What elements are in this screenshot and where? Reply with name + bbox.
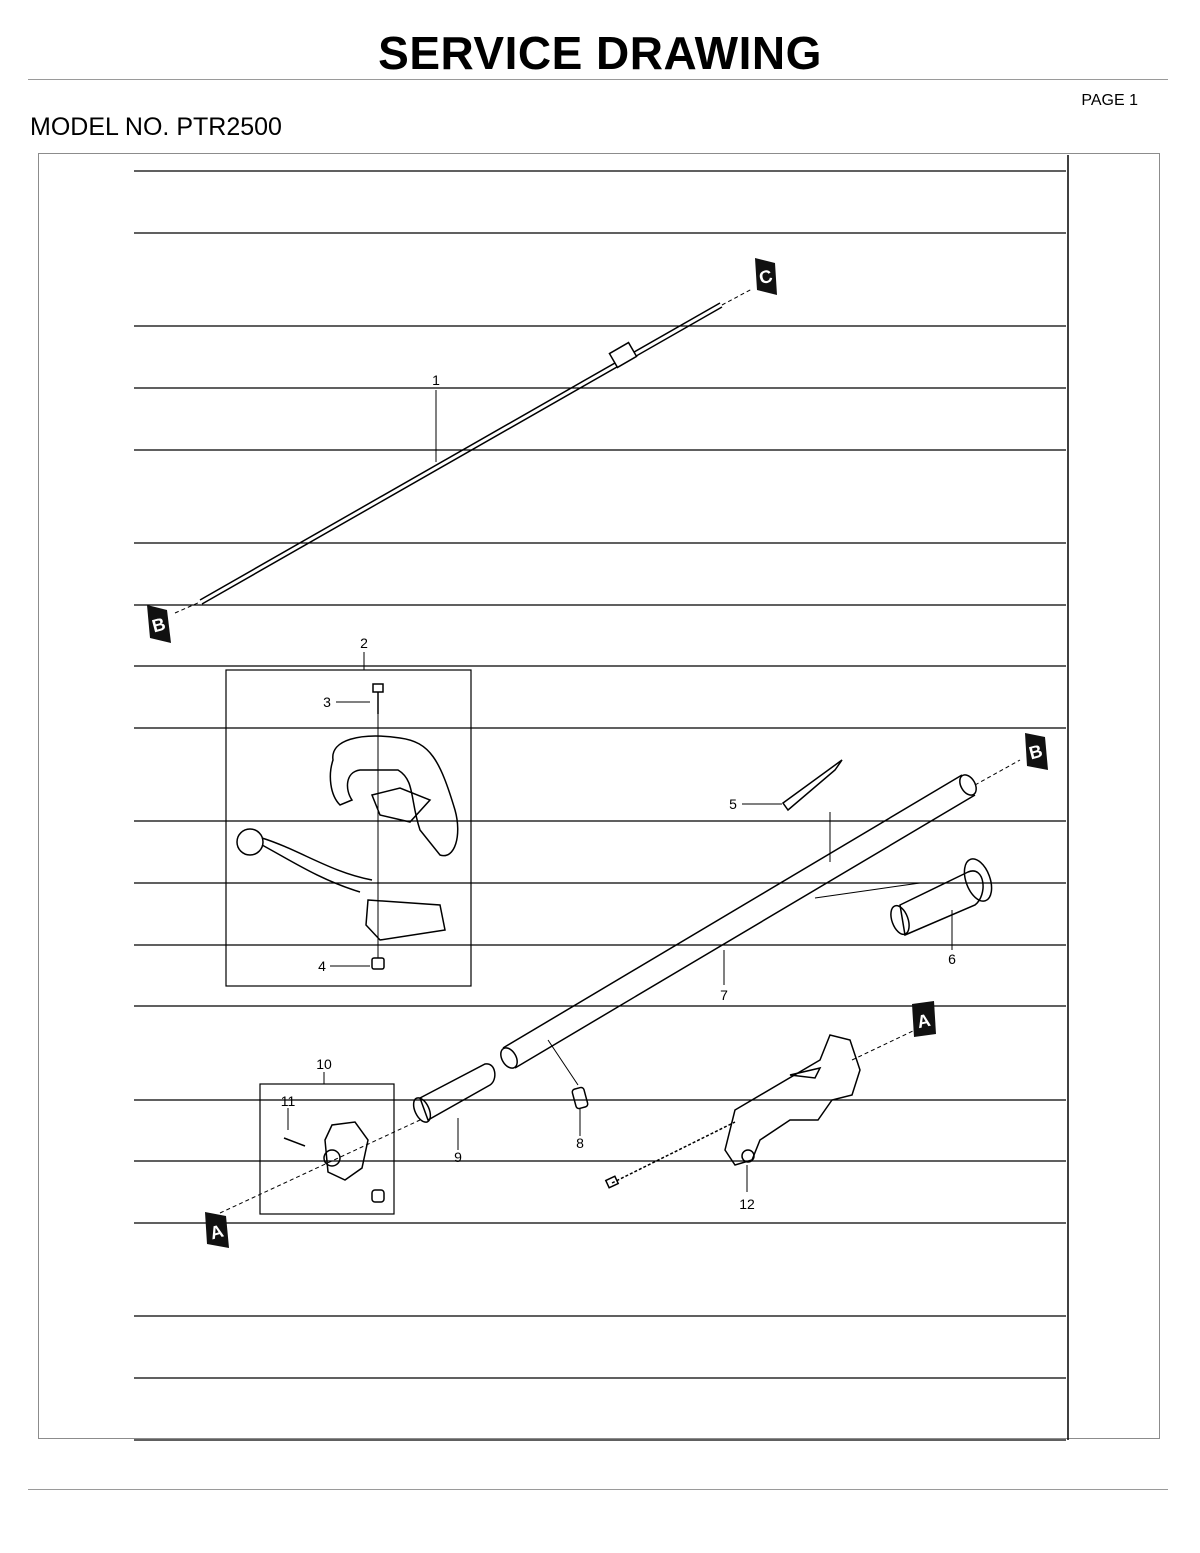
engine-housing [606, 1030, 915, 1192]
connector-label: B [149, 613, 168, 637]
model-number: MODEL NO. PTR2500 [30, 113, 282, 141]
callout-4: 4 [318, 958, 326, 974]
connector-tag-a-left [205, 1212, 229, 1248]
connector-tag-a-right [912, 1001, 936, 1037]
main-tube [497, 760, 1020, 1071]
handle-assembly [226, 652, 471, 986]
callout-2: 2 [360, 635, 368, 651]
page-number: PAGE 1 [1081, 92, 1138, 109]
connector-tag-c [755, 258, 777, 295]
callout-5: 5 [729, 796, 737, 812]
callout-1: 1 [432, 372, 440, 388]
shaft-coupler-box [220, 1072, 420, 1214]
connector-label: A [207, 1220, 226, 1244]
callout-9: 9 [454, 1149, 462, 1165]
callout-12: 12 [739, 1196, 755, 1212]
ruled-lines [134, 155, 1068, 1440]
connector-label: B [1026, 740, 1045, 764]
connector-label: C [756, 265, 775, 289]
connector-tag-b-left [147, 605, 171, 643]
drive-shaft [175, 289, 752, 613]
connector-label: A [915, 1009, 933, 1033]
page-title: SERVICE DRAWING [378, 27, 822, 79]
callout-7: 7 [720, 987, 728, 1003]
callout-10: 10 [316, 1056, 332, 1072]
callout-8: 8 [576, 1135, 584, 1151]
connector-tag-b-right [1025, 733, 1048, 770]
callout-3: 3 [323, 694, 331, 710]
tube-bushings [410, 1040, 588, 1150]
callout-6: 6 [948, 951, 956, 967]
callout-11: 11 [280, 1093, 296, 1109]
